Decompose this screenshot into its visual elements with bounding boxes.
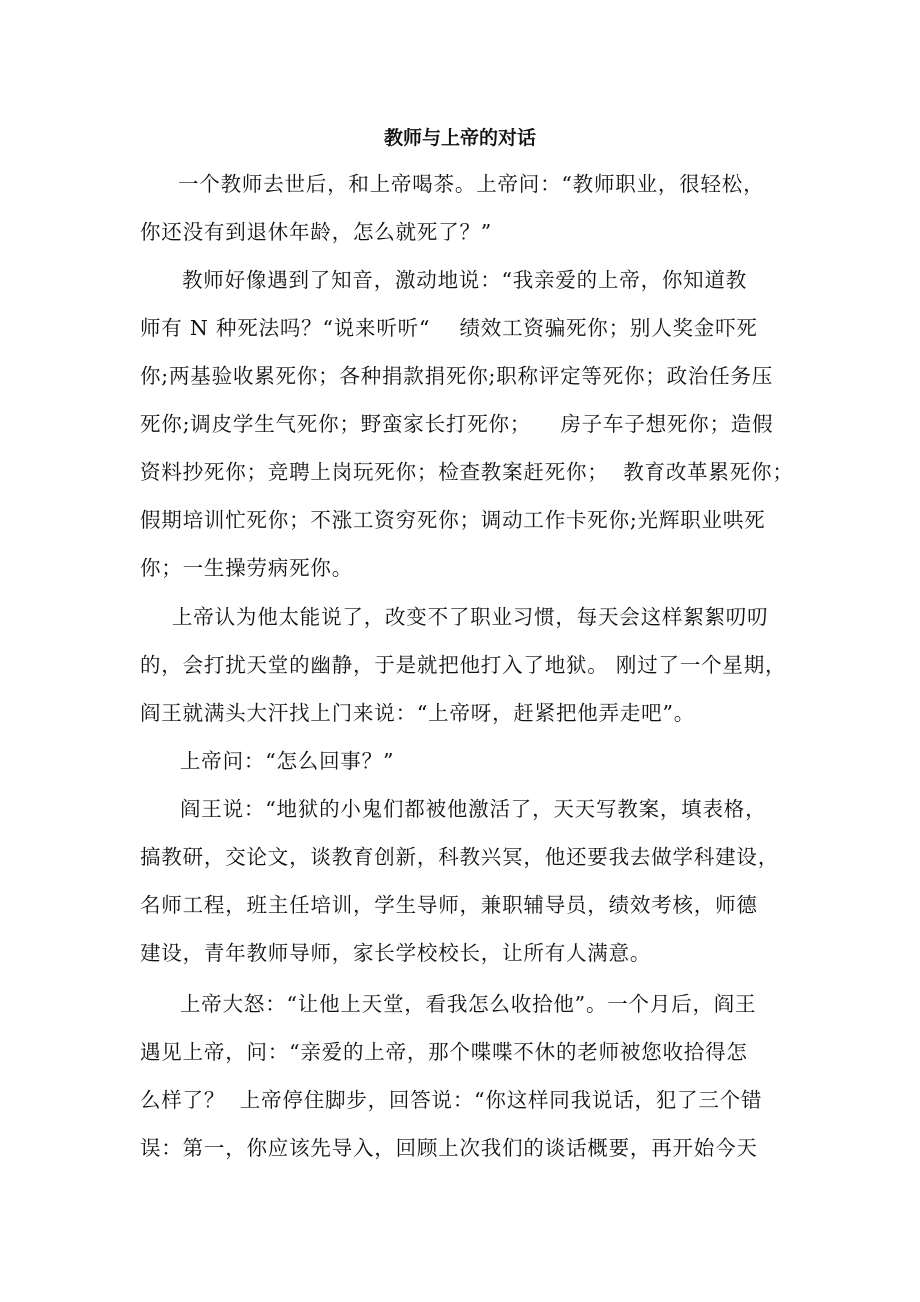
text-line: 师有 N 种死法吗？“说来听听“ 绩效工资骗死你；别人奖金吓死 [140,316,758,340]
text-line: 搞教研，交论文，谈教育创新，科教兴冥，他还要我去做学科建设， [140,845,779,869]
text-line: 你还没有到退休年龄，怎么就死了？” [140,220,493,244]
text-line: 阎王说：“地狱的小鬼们都被他激活了，天天写教案，填表格， [180,797,767,821]
text-line: 上帝大怒：“让他上天堂，看我怎么收拾他”。一个月后，阎王 [180,992,757,1016]
text-line: 死你;调皮学生气死你；野蛮家长打死你； 房子车子想死你；造假 [140,412,774,436]
text-line: 阎王就满头大汗找上门来说：“上帝呀，赶紧把他弄走吧”。 [140,701,696,725]
text-line: 建设，青年教师导师，家长学校校长，让所有人满意。 [140,941,652,965]
document-title: 教师与上帝的对话 [383,127,536,149]
text-line: 误：第一，你应该先导入，回顾上次我们的谈话概要，再开始今天 [140,1136,758,1160]
text-line: 教师好像遇到了知音，激动地说：“我亲爱的上帝，你知道教 [182,268,748,292]
text-line: 资料抄死你；竞聘上岗玩死你；检查教案赶死你； 教育改革累死你； [140,460,794,484]
text-line: 上帝认为他太能说了，改变不了职业习惯，每天会这样絮絮叨叨 [172,605,769,629]
text-line: 假期培训忙死你；不涨工资穷死你；调动工作卡死你;光辉职业哄死 [140,508,766,532]
text-line: 遇见上帝，问：“亲爱的上帝，那个喋喋不休的老师被您收拾得怎 [140,1040,748,1064]
text-line: 名师工程，班主任培训，学生导师，兼职辅导员，绩效考核，师德 [140,893,758,917]
text-line: 上帝问：“怎么回事？” [180,749,395,773]
text-line: 一个教师去世后，和上帝喝茶。上帝问：“教师职业，很轻松， [178,172,765,196]
text-line: 你;两基验收累死你；各种捐款捐死你;职称评定等死你；政治任务压 [140,364,774,388]
text-line: 的，会打扰天堂的幽静，于是就把他打入了地狱。 刚过了一个星期， [140,653,787,677]
text-line: 么样了？ 上帝停住脚步，回答说：“你这样同我说话，犯了三个错 [140,1088,763,1112]
text-line: 你；一生操劳病死你。 [140,556,353,580]
